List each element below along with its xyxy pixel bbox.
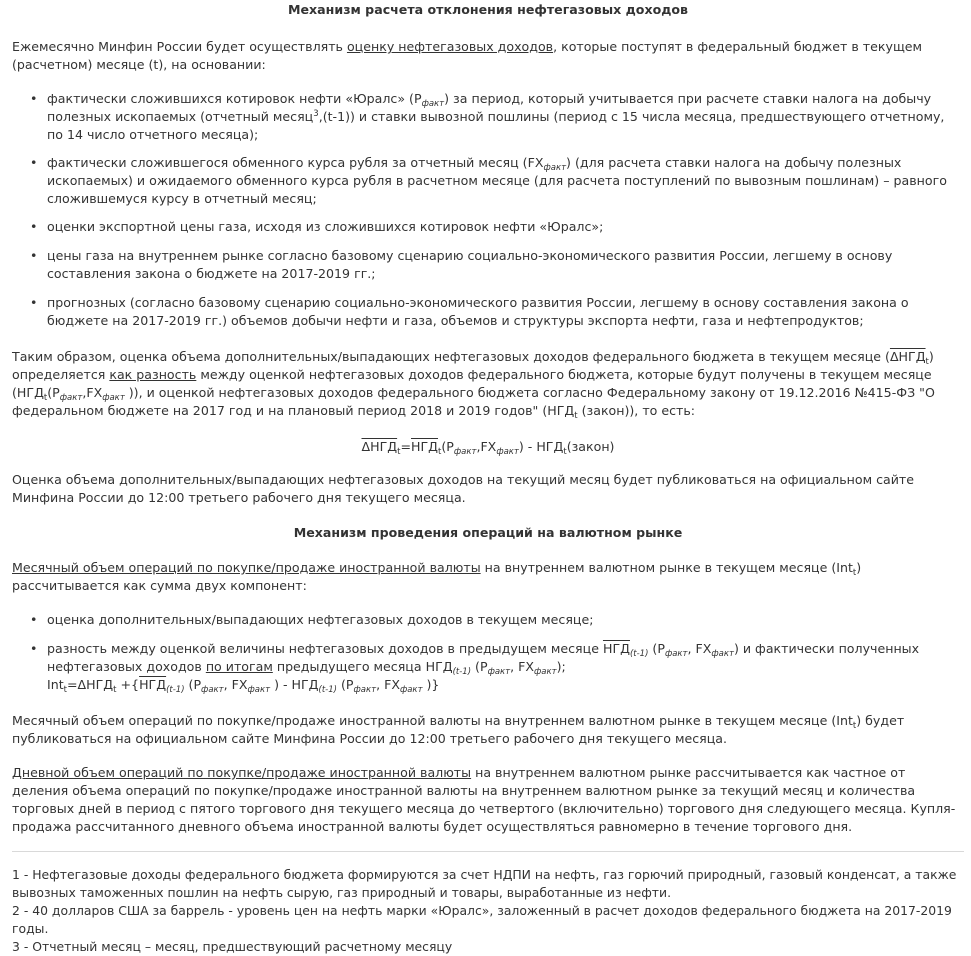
list-item: • оценка дополнительных/выпадающих нефтегазовых доходов в текущем месяце; bbox=[12, 611, 964, 629]
list-item: • фактически сложившегося обменного курса рубля за отчетный месяц $(FX_{факт})$ (для расчета ставки налога на добычу полезных ископаемых) и ожидаемого обменного курса рубля в расчетном месяце (для расчета поступлений по вывозным пошлинам) – равного сложившемуся курсу в отчетный месяц; bbox=[12, 154, 964, 208]
list-item: • оценки экспортной цены газа, исходя из сложившихся котировок нефти «Юралс»; bbox=[12, 218, 964, 236]
footnotes bbox=[12, 866, 964, 956]
footnote-3: 3 - Отчетный месяц – месяц, предшествующий расчетному месяцу bbox=[12, 939, 453, 954]
footnote-ref-3[interactable]: 3 bbox=[313, 109, 319, 119]
daily-volume-paragraph: Дневной объем операций по покупке/продаже иностранной валюты на внутреннем валютном рынке рассчитывается как частное от деления объема операций по покупке/продаже иностранной валюты на внутреннем валютном рынке за текущий месяц и количества торговых дней в период с пятого торгового дня текущего месяца до четвертого (включительно) торгового дня следующего месяца. Купля-продажа рассчитанного дневного объема иностранной валюты будет осуществляться равномерно в течение торгового дня. bbox=[12, 765, 956, 834]
monthly-publish-paragraph: Месячный объем операций по покупке/продаже иностранной валюты на внутреннем валютном рынке в текущем месяце (Int$_t$) будет публиковаться на официальном сайте Минфина России до 12:00 третьего рабочего дня текущего месяца. bbox=[12, 713, 905, 746]
oil-gas-estimate-link[interactable]: оценку нефтегазовых доходов bbox=[346, 39, 554, 54]
components-list bbox=[12, 611, 964, 694]
list-item: • прогнозных (согласно базовому сценарию социально-экономического развития России, легшему в основу составления закона о бюджете на 2017-2019 гг.) объемов добычи нефти и газа, объемов и структуры экспорта нефти, газа и нефтепродуктов; bbox=[12, 294, 964, 330]
intro-paragraph bbox=[12, 38, 964, 74]
daily-volume-link[interactable]: Дневной объем операций по покупке/продаже иностранной валюты bbox=[12, 765, 472, 780]
footnotes-divider bbox=[12, 851, 964, 852]
difference-link[interactable]: как разность bbox=[109, 367, 197, 382]
summary-paragraph: Таким образом, оценка объема дополнительных/выпадающих нефтегазовых доходов федерального бюджета в текущем месяце $(\Delta НГД_t)$ определяется как разность между оценкой нефтегазовых доходов федерального бюджета, которые будут получены в текущем месяце ($НГД_t(P_{факт},FX_{факт}$ )), и оценкой нефтегазовых доходов федерального бюджета согласно Федеральному закону от 19.12.2016 №415-ФЗ "О федеральном бюджете на 2017 год и на плановый период 2018 и 2019 годов" ($НГД_t$ (закон)), то есть: bbox=[12, 349, 935, 421]
section-title-fx-operations: Механизм проведения операций на валютном рынке bbox=[293, 525, 683, 540]
fx-intro-paragraph: Месячный объем операций по покупке/продаже иностранной валюты на внутреннем валютном рынке в текущем месяце (Int$_t$) рассчитывается как сумма двух компонент: bbox=[12, 560, 862, 593]
monthly-volume-link[interactable]: Месячный объем операций по покупке/продаже иностранной валюты bbox=[12, 560, 481, 575]
list-item: • цены газа на внутреннем рынке согласно базовому сценарию социально-экономического развития России, легшему в основу составления закона о бюджете на 2017-2019 гг.; bbox=[12, 247, 964, 283]
list-item: • фактически сложившихся котировок нефти «Юралс» $(P_{факт})$ за период, который учитывается при расчете ставки налога на добычу полезных ископаемых (отчетный месяц$^3$,(t-1)) и ставки вывозной пошлины (период с 15 числа месяца, предшествующего отчетному, по 14 число отчетного месяца); bbox=[12, 90, 964, 144]
footnote-1: 1 - Нефтегазовые доходы федерального бюджета формируются за счет НДПИ на нефть, газ горючий природный, газовый конденсат, а также вывозных таможенных пошлин на нефть сырую, газ природный и товары, выработанные из нефти. bbox=[12, 867, 957, 900]
list-item: • разность между оценкой величины нефтегазовых доходов в предыдущем месяце $НГД_{(t-1)}$ ($P_{факт}$, $FX_{факт}$) и фактически полученных нефтегазовых доходов по итогам предыдущего месяца $НГД_{(t-1)}$ ($P_{факт}$, $FX_{факт}$); $Int_t=\Delta НГД_t +\{НГД_{(t-1)}$ ($P_{факт}$, $FX_{факт}$ ) - $НГД_{(t-1)}$ ($P_{факт}$, $FX_{факт}$ )} bbox=[12, 640, 964, 694]
results-link[interactable]: по итогам bbox=[205, 659, 273, 674]
basis-list bbox=[12, 90, 964, 330]
section-title-oil-gas-deviation: Механизм расчета отклонения нефтегазовых доходов bbox=[287, 2, 689, 17]
intro-text-end: , которые поступят в федеральный бюджет в текущем (расчетном) месяце (t), на основании: bbox=[12, 39, 923, 72]
footnote-2: 2 - 40 долларов США за баррель - уровень цен на нефть марки «Юралс», заложенный в расчет доходов федерального бюджета на 2017-2019 годы. bbox=[12, 903, 952, 936]
intro-text: Ежемесячно Минфин России будет осуществлять bbox=[12, 39, 347, 54]
article bbox=[12, 0, 964, 956]
publish-paragraph: Оценка объема дополнительных/выпадающих нефтегазовых доходов на текущий месяц будет публиковаться на официальном сайте Минфина России до 12:00 третьего рабочего дня текущего месяца. bbox=[12, 472, 915, 505]
formula-delta-ngd: $\Delta НГД_t=НГД_t(P_{факт},FX_{факт})$ - $НГД_t(закон)$ bbox=[361, 439, 615, 457]
